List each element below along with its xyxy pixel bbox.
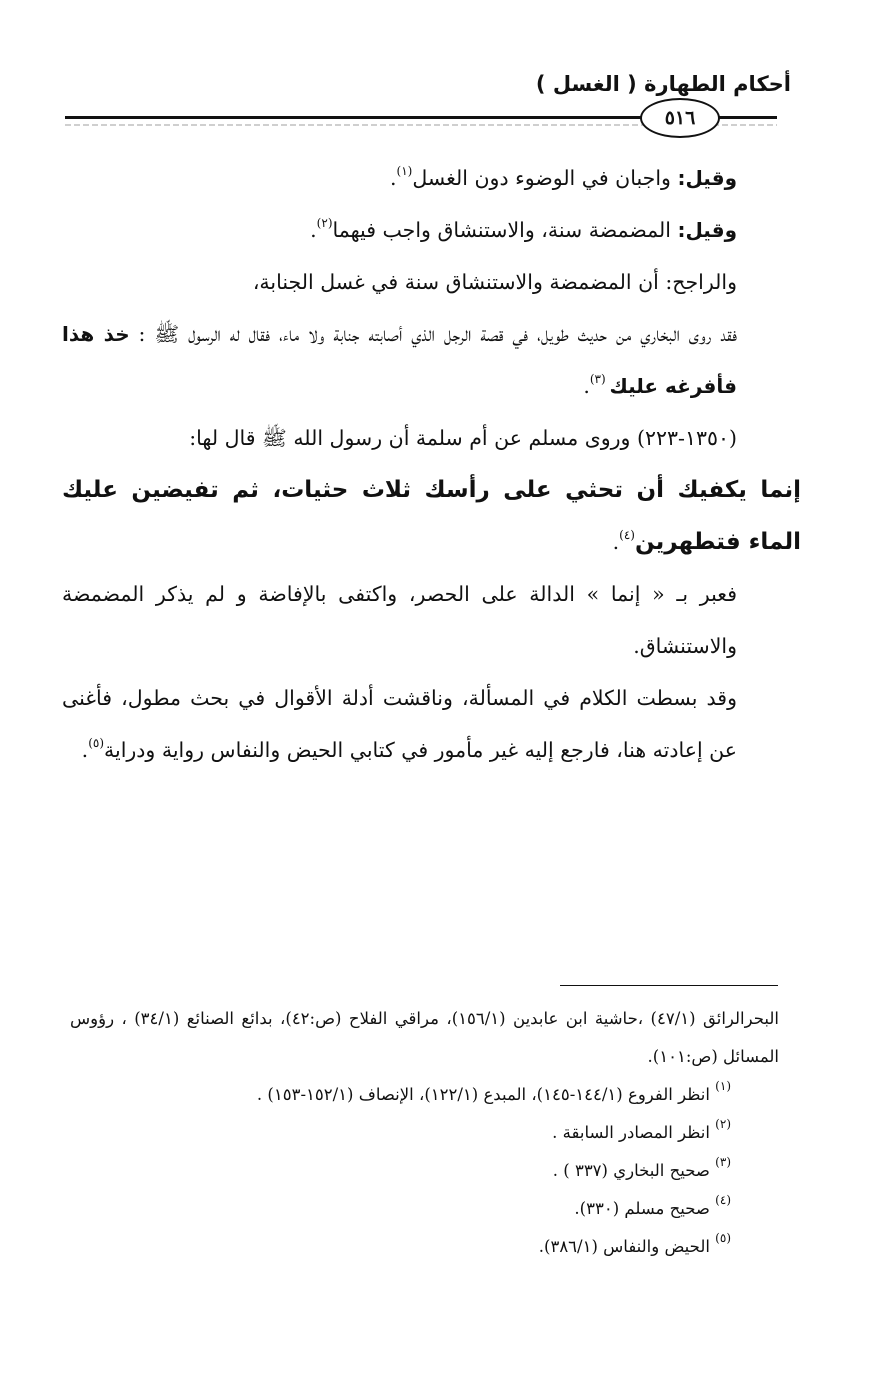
paragraph-2-lead: وقيل: [677, 218, 737, 242]
paragraph-3: والراجح: أن المضمضة والاستنشاق سنة في غسل الجنابة، [252, 270, 737, 294]
paragraph-4 [62, 308, 779, 412]
footnote-1-text: انظر الفروع (١٤٤/١-١٤٥)، المبدع (١٢٢/١)، الإنصاف (١٥٢/١-١٥٣) . [256, 1085, 716, 1104]
paragraph-7: فعبر بـ « إنما » الدالة على الحصر، واكتفى بالإفاضة و لم يذكر المضمضة والاستنشاق. [62, 582, 737, 658]
paragraph-6-end: . [612, 530, 620, 554]
footnote-3-number: (٣) [715, 1155, 731, 1169]
footnote-1 [70, 1076, 779, 1114]
footnote-4-text: صحيح مسلم (٣٣٠). [574, 1199, 716, 1218]
footnote-3-text: صحيح البخاري (٣٣٧ ) . [552, 1161, 716, 1180]
paragraph-1 [62, 152, 779, 204]
hadith-quote-2: إنما يكفيك أن تحثي على رأسك ثلاث حثيات، ثم تفيضين عليك الماء فتطهرين [62, 477, 801, 555]
page-number-label: ٥١٦ [664, 107, 696, 129]
paragraph-1-text: واجبان في الوضوء دون الغسل [412, 166, 678, 190]
footnote-5-text: الحيض والنفاس (٣٨٦/١). [538, 1237, 716, 1256]
paragraph-5: (١٣٥٠-٢٢٣) وروى مسلم عن أم سلمة أن رسول الله ﷺ قال لها: [189, 426, 737, 450]
paragraph-8 [62, 672, 779, 776]
paragraph-1-lead: وقيل: [677, 166, 737, 190]
main-text [62, 152, 801, 776]
footnote-separator [560, 985, 778, 986]
paragraph-2-text: المضمضة سنة، والاستنشاق واجب فيهما [332, 218, 678, 242]
footnote-3 [70, 1152, 779, 1190]
footnote-ref-5: (٥) [88, 736, 105, 750]
paragraph-4-end: . [583, 374, 590, 398]
footnote-ref-4: (٤) [619, 528, 635, 542]
paragraph-2 [62, 204, 779, 256]
footnote-4 [70, 1190, 779, 1228]
footnote-1-number: (١) [715, 1079, 731, 1093]
footnote-ref-2: (٢) [316, 216, 333, 230]
footnote-2-text: انظر المصادر السابقة . [552, 1123, 716, 1142]
paragraph-4-text: فقد روى البخاري من حديث طويل، في قصة الرجل الذي أصابته جنابة ولا ماء، فقال له الرسول ﷺ : [129, 322, 737, 346]
hadith-quote-1: خذ هذا فأفرغه عليك [62, 322, 737, 398]
paragraph-1-end: . [389, 166, 397, 190]
paragraph-6 [62, 464, 801, 568]
footnote-5 [70, 1228, 779, 1266]
footnote-5-number: (٥) [715, 1231, 731, 1245]
footnotes [70, 1000, 779, 1266]
paragraph-8-text: وقد بسطت الكلام في المسألة، وناقشت أدلة الأقوال في بحث مطول، فأغنى عن إعادته هنا، فارجع إليه غير مأمور في كتابي الحيض والنفاس رواية ودراية [62, 686, 737, 762]
paragraph-8-end: . [81, 738, 89, 762]
footnote-ref-3: (٣) [589, 372, 610, 386]
footnote-2-number: (٢) [715, 1117, 731, 1131]
paragraph-2-end: . [310, 218, 317, 242]
page-number [640, 98, 720, 138]
footnote-4-number: (٤) [715, 1193, 731, 1207]
footnote-ref-1: (١) [396, 164, 413, 178]
footnote-2 [70, 1114, 779, 1152]
running-title: أحكام الطهارة ( الغسل ) [535, 72, 791, 96]
footnote-intro: البحرالرائق (٤٧/١) ،حاشية ابن عابدين (١٥٦/١)، مراقي الفلاح (ص:٤٢)، بدائع الصنائع (٣٤/١) ، رؤوس المسائل (ص:١٠١). [70, 1009, 779, 1066]
